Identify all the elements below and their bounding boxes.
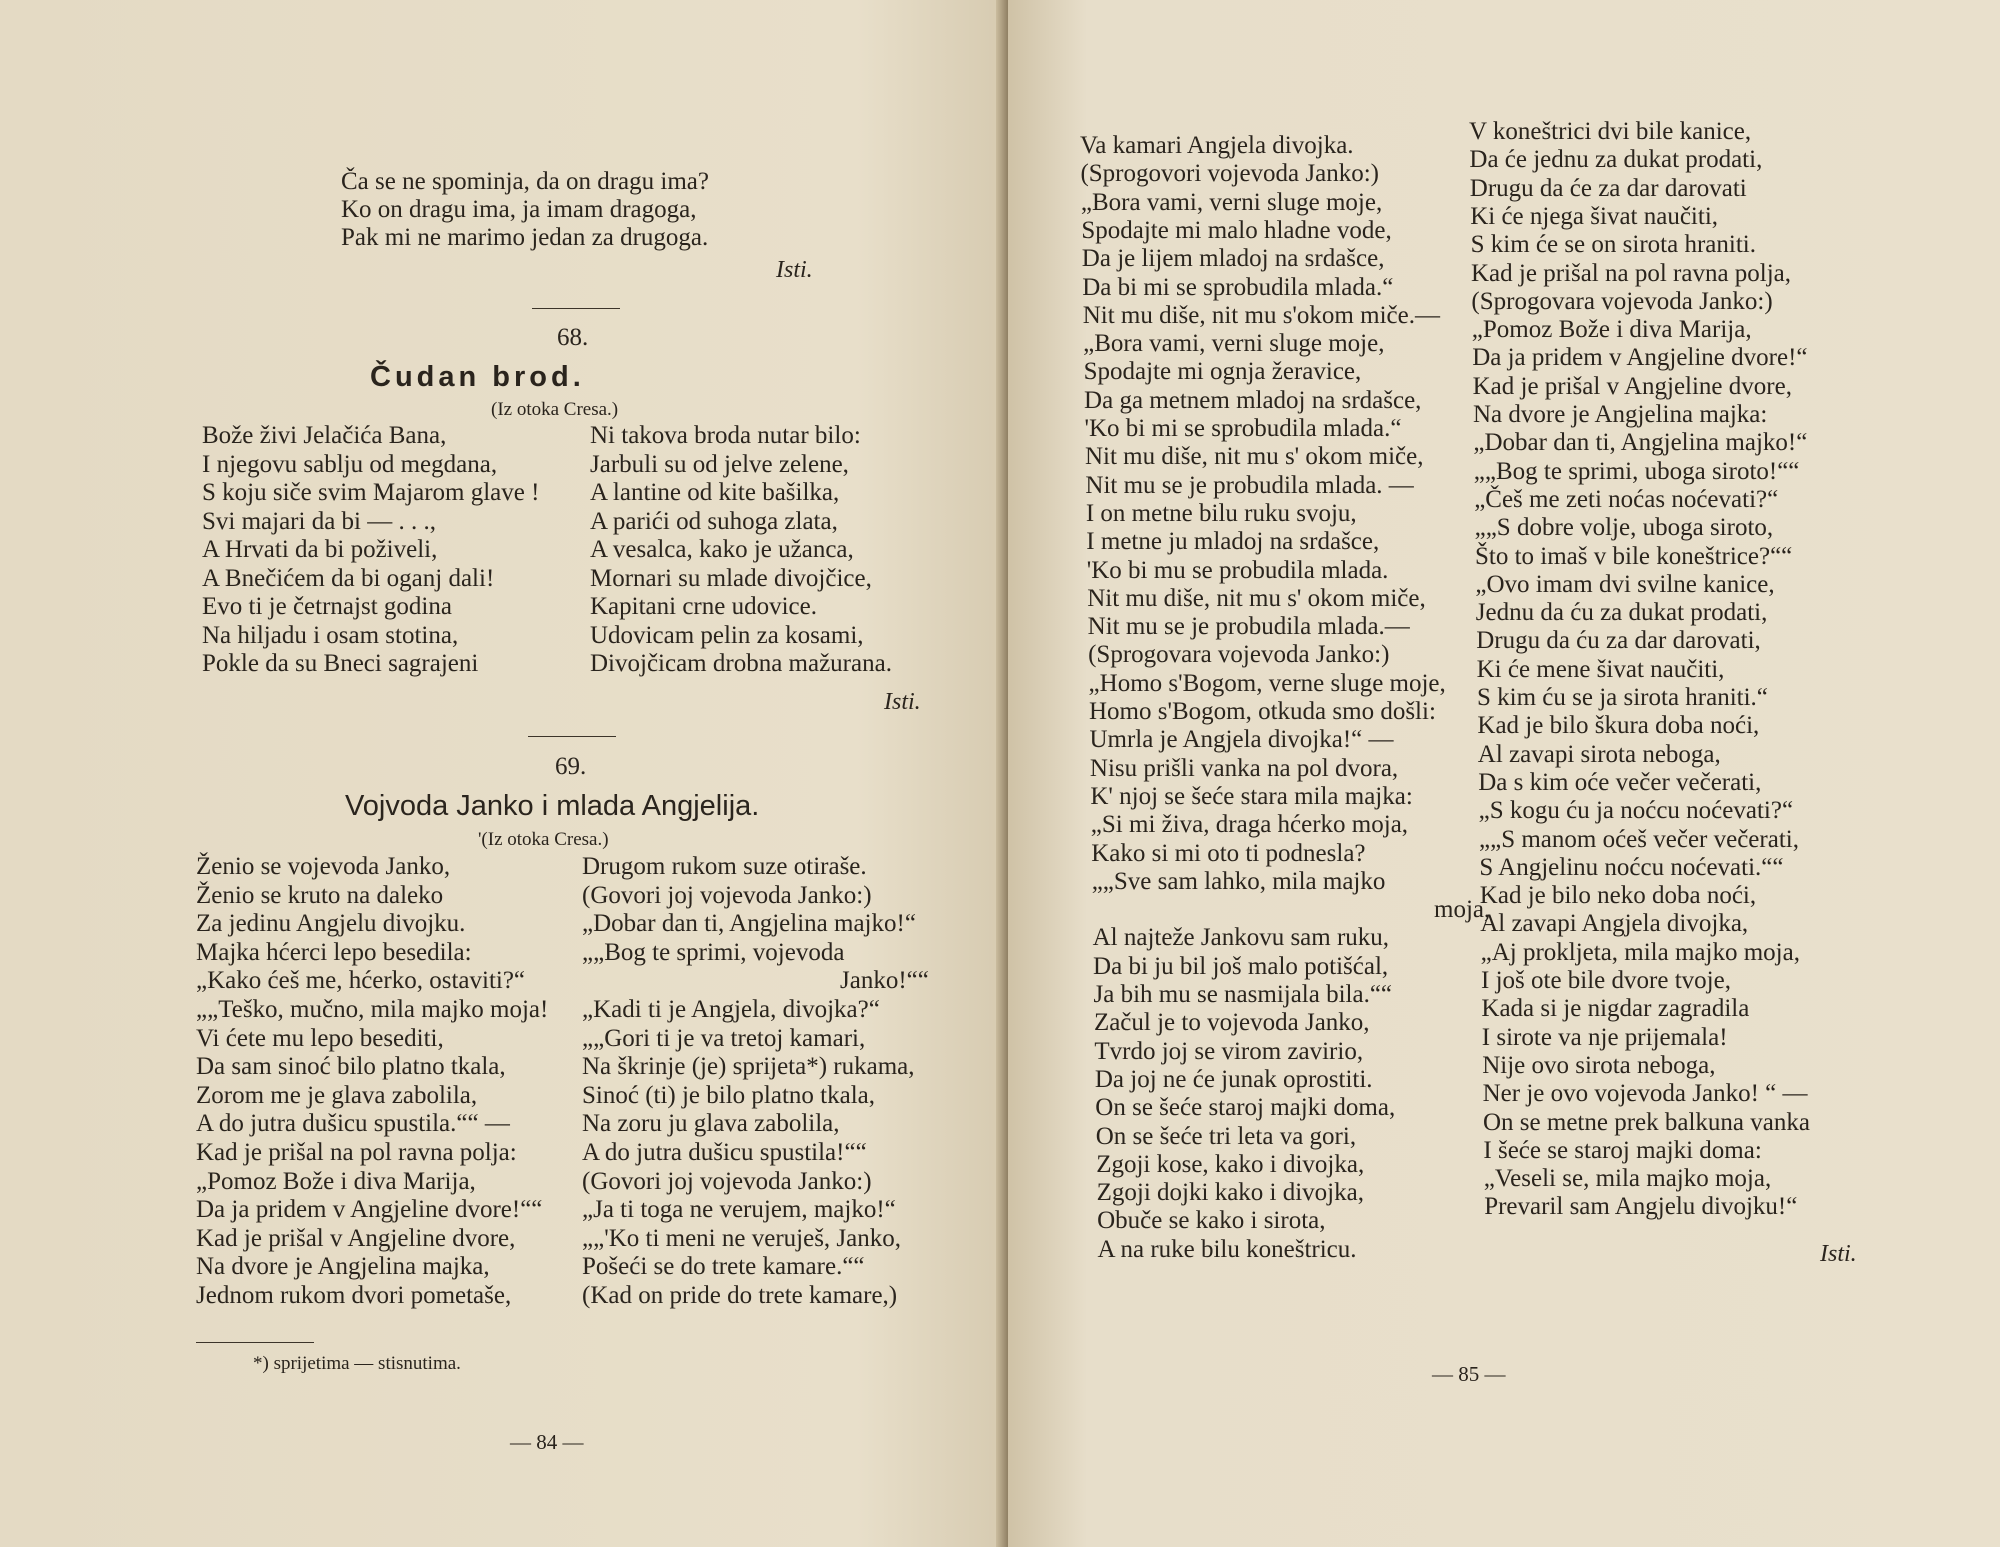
verse-line: Nit mu diše, nit mu s'okom miče.— [1082,301,1440,329]
verse-line: Spodajte mi ognja žeravice, [1083,358,1362,386]
verse-line: „„Teško, mučno, mila majko moja! [196,996,549,1023]
verse-line: Al najteže Jankovu sam ruku, [1092,924,1390,952]
verse-line: Zgoji dojki kako i divojka, [1096,1179,1364,1207]
verse-line: (Govori joj vojevoda Janko:) [582,881,872,909]
verse-line: K' njoj se šeće stara mila majka: [1090,782,1413,810]
verse-line: „Dobar dan ti, Angjelina majko!“ [582,910,916,938]
verse-line: „Kadi ti je Angjela, divojka?“ [582,996,880,1023]
verse-line: Na hiljadu i osam stotina, [202,621,459,649]
verse-line: Obuče se kako i sirota, [1097,1207,1326,1235]
verse-line: Svi majari da bi — . . ., [202,507,436,535]
right-signature: Isti. [1820,1241,1857,1267]
right-page [1008,0,2000,1547]
verse-line: 'Ko bi mu se probudila mlada. [1086,556,1389,584]
verse-line: „Kako ćeš me, hćerko, ostaviti?“ [196,967,526,995]
verse-line: Homo s'Bogom, otkuda smo došli: [1089,698,1436,725]
verse-line: I šeće se staroj majki doma: [1483,1136,1762,1164]
verse-line: Ženio se vojevoda Janko, [196,853,451,880]
verse-line: Da će jednu za dukat prodati, [1469,146,1763,174]
verse-line: Nit mu se je probudila mlada. — [1085,471,1414,499]
verse-line: „Dobar dan ti, Angjelina majko!“ [1473,429,1808,457]
verse-line: Jarbuli su od jelve zelene, [590,450,849,478]
verse-line: Kada si je nigdar zagradila [1481,995,1750,1023]
verse-line: Nit mu diše, nit mu s' okom miče, [1084,443,1424,471]
verse-line: Ner je ovo vojevoda Janko! “ — [1482,1080,1808,1108]
verse-line: Nisu prišli vanka na pol dvora, [1089,754,1399,782]
verse-line: Jednu da ću za dukat prodati, [1475,599,1768,627]
page-number-85: — 85 — [1432,1362,1506,1386]
separator-rule [528,736,616,737]
verse-line: „Bora vami, verni sluge moje, [1083,330,1385,358]
verse-line: Va kamari Angjela divojka. [1080,132,1354,159]
verse-line: Prevaril sam Angjelu divojku!“ [1484,1193,1798,1221]
verse-line: „„S manom oćeš večer večerati, [1479,825,1799,853]
footnote: *) sprijetima — stisnutima. [253,1353,461,1374]
verse-line: Kad je bilo škura doba noći, [1477,712,1760,740]
verse-line: A vesalca, kako je užanca, [590,536,854,563]
verse-line: Da bi ju bil još malo potišćal, [1093,952,1389,980]
verse-line: Ženio se kruto na daleko [196,881,444,909]
verse-line: „„S dobre volje, uboga siroto, [1474,514,1774,542]
verse-line: Za jedinu Angjelu divojku. [196,910,466,938]
verse-line: Drugu da ću za dar darovati, [1476,627,1761,655]
verse-line: Kad je prišal na pol ravna polja: [196,1139,517,1166]
verse-line: Da sam sinoć bilo platno tkala, [196,1053,506,1081]
verse-line: Pak mi ne marimo jedan za drugoga. [341,224,709,251]
verse-line: „„'Ko ti meni ne veruješ, Janko, [582,1224,901,1252]
verse-line: A lantine od kite bašilka, [590,479,840,506]
poem-69-title: Vojvoda Janko i mlada Angjelija. [345,790,760,822]
verse-line: „Pomoz Bože i diva Marija, [1471,316,1752,344]
verse-line: Vi ćete mu lepo besediti, [196,1024,444,1052]
verse-line: Kako si mi oto ti podnesla? [1091,839,1366,867]
verse-line: (Sprogovara vojevoda Janko:) [1471,287,1773,315]
verse-line: Jednom rukom dvori pometaše, [196,1282,512,1309]
verse-line: I sirote va nje prijemala! [1481,1023,1728,1051]
verse-line: I metne ju mladoj na srdašce, [1086,528,1380,556]
verse-line: Ja bih mu se nasmijala bila.““ [1093,981,1393,1008]
verse-line: „Si mi živa, draga hćerko moja, [1090,811,1409,839]
verse-line: Drugu da će za dar darovati [1469,174,1747,202]
verse-line: Nije ovo sirota neboga, [1482,1051,1716,1079]
verse-line: A Bnečićem da bi oganj dali! [202,564,495,592]
verse-line: Evo ti je četrnajst godina [202,593,452,620]
verse-line: Kapitani crne udovice. [590,593,817,620]
verse-line: „„Bog te sprimi, uboga siroto!““ [1473,457,1800,485]
poem-68-source: (Iz otoka Cresa.) [491,399,619,420]
verse-line: S kim će se on sirota hraniti. [1470,231,1756,259]
verse-line: Da s kim oće večer večerati, [1478,768,1762,796]
verse-line: Ki će njega šivat naučiti, [1470,202,1719,230]
verse-line: S koju siče svim Majarom glave ! [202,479,540,506]
verse-line: Al zavapi sirota neboga, [1477,740,1721,768]
verse-line: Sinoć (ti) je bilo platno tkala, [582,1081,875,1109]
verse-line: „„Gori ti je va tretoj kamari, [582,1024,866,1052]
verse-line: Da bi mi se sprobudila mlada.“ [1082,273,1394,301]
verse-line: „Pomoz Bože i diva Marija, [196,1167,476,1195]
separator-rule [532,308,620,309]
verse-line: On se šeće staroj majki doma, [1095,1094,1396,1122]
verse-line: 'Ko bi mi se sprobudila mlada.“ [1084,415,1402,442]
verse-line: (Kad on pride do trete kamare,) [582,1282,898,1309]
poem-68-title: Čudan brod. [370,361,585,393]
verse-line: Na dvore je Angjelina majka, [196,1253,490,1281]
verse-line: Na zoru ju glava zabolila, [582,1110,840,1138]
verse-line: I još ote bile dvore tvoje, [1481,967,1731,994]
poem-68-number: 68. [557,324,589,351]
verse-line: Da ja pridem v Angjeline dvore!““ [196,1196,543,1224]
footnote-rule [196,1342,314,1343]
verse-line: On se šeće tri leta va gori, [1095,1122,1357,1150]
verse-line: S Angjelinu noćcu noćevati.““ [1479,853,1784,881]
verse-line: Bože živi Jelačića Bana, [202,422,447,449]
verse-line: A do jutra dušicu spustila!““ [582,1139,867,1166]
verse-line: On se metne prek balkuna vanka [1483,1108,1810,1136]
verse-line: Tvrdo joj se virom zavirio, [1094,1037,1364,1065]
verse-line: Na dvore je Angjelina majka: [1473,401,1768,428]
verse-line: „„Bog te sprimi, vojevoda [582,938,845,966]
verse-line: A Hrvati da bi poživeli, [202,536,438,563]
verse-line: Što to imaš v bile koneštrice?““ [1475,542,1793,570]
verse-line: Udovicam pelin za kosami, [590,621,864,649]
verse-line: Kad je prišal v Angjeline dvore, [196,1224,516,1252]
verse-line: Divojčicam drobna mažurana. [590,650,892,677]
poem-68-signature: Isti. [884,689,921,715]
verse-line: Da je lijem mladoj na srdašce, [1081,245,1385,273]
verse-line: „Ja ti toga ne verujem, majko!“ [582,1196,896,1224]
verse-line: Mornari su mlade divojčice, [590,564,872,592]
verse-line: moja, [1434,896,1491,924]
verse-line: „Ovo imam dvi svilne kanice, [1475,570,1775,598]
verse-line: Zgoji kose, kako i divojka, [1096,1150,1365,1178]
verse-line: S kim ću se ja sirota hraniti.“ [1477,684,1768,711]
verse-line: Začul je to vojevoda Janko, [1093,1009,1370,1037]
poem-69-number: 69. [555,753,587,780]
verse-line: Pokle da su Bneci sagrajeni [202,650,479,677]
verse-line: „„Sve sam lahko, mila majko [1091,867,1386,895]
verse-line: „Češ me zeti noćas noćevati?“ [1474,485,1779,513]
verse-line: A parići od suhoga zlata, [590,507,838,535]
verse-line: „Homo s'Bogom, verne sluge moje, [1088,669,1446,697]
verse-line: I on metne bilu ruku svoju, [1085,499,1357,527]
verse-line: Al zavapi Angjela divojka, [1480,910,1749,938]
verse-line: „Veseli se, mila majko moja, [1483,1165,1772,1193]
verse-line: Majka hćerci lepo besedila: [196,938,472,966]
verse-line: I njegovu sablju od megdana, [202,450,498,478]
verse-line: Da joj ne će junak oprostiti. [1094,1065,1373,1093]
poem-69-source: '(Iz otoka Cresa.) [478,829,609,850]
verse-line: A na ruke bilu koneštricu. [1097,1235,1357,1263]
verse-line: (Sprogovara vojevoda Janko:) [1088,641,1390,669]
verse-line: V koneštrici dvi bile kanice, [1469,118,1752,145]
verse-line: (Sprogovori vojevoda Janko:) [1080,160,1379,188]
verse-line: Na škrinje (je) sprijeta*) rukama, [582,1053,915,1081]
verse-line: „Aj prokljeta, mila majko moja, [1480,938,1800,966]
verse-line: „S kogu ću ja noćcu noćevati?“ [1478,797,1794,825]
verse-line: Da ga metnem mladoj na srdašce, [1084,386,1422,414]
verse-line: Drugom rukom suze otiraše. [582,853,867,880]
verse-line: Umrla je Angjela divojka!“ — [1089,726,1394,754]
verse-line: Ča se ne spominja, da on dragu ima? [341,168,709,195]
verse-line: „Bora vami, verni sluge moje, [1080,188,1383,216]
verse-line: Zorom me je glava zabolila, [196,1081,478,1109]
verse-line: Kad je prišal v Angjeline dvore, [1472,372,1792,400]
intro-signature: Isti. [776,257,813,283]
verse-line: Da ja pridem v Angjeline dvore!“ [1472,344,1808,372]
verse-line: Kad je prišal na pol ravna polja, [1471,259,1792,287]
verse-line: Ki će mene šivat naučiti, [1476,655,1725,683]
verse-line: Pošeći se do trete kamare.““ [582,1253,865,1281]
verse-line: Ko on dragu ima, ja imam dragoga, [341,196,697,223]
verse-line: Nit mu diše, nit mu s' okom miče, [1087,584,1426,612]
verse-line: Janko!““ [840,967,929,995]
verse-line: (Govori joj vojevoda Janko:) [582,1167,872,1195]
verse-line: Nit mu se je probudila mlada.— [1087,613,1410,641]
verse-line: Ni takova broda nutar bilo: [590,422,861,449]
verse-line: Kad je bilo neko doba noći, [1479,882,1757,910]
page-number-84: — 84 — [510,1430,584,1454]
verse-line: Spodajte mi malo hladne vode, [1081,216,1392,244]
verse-line: A do jutra dušicu spustila.““ — [196,1110,510,1138]
